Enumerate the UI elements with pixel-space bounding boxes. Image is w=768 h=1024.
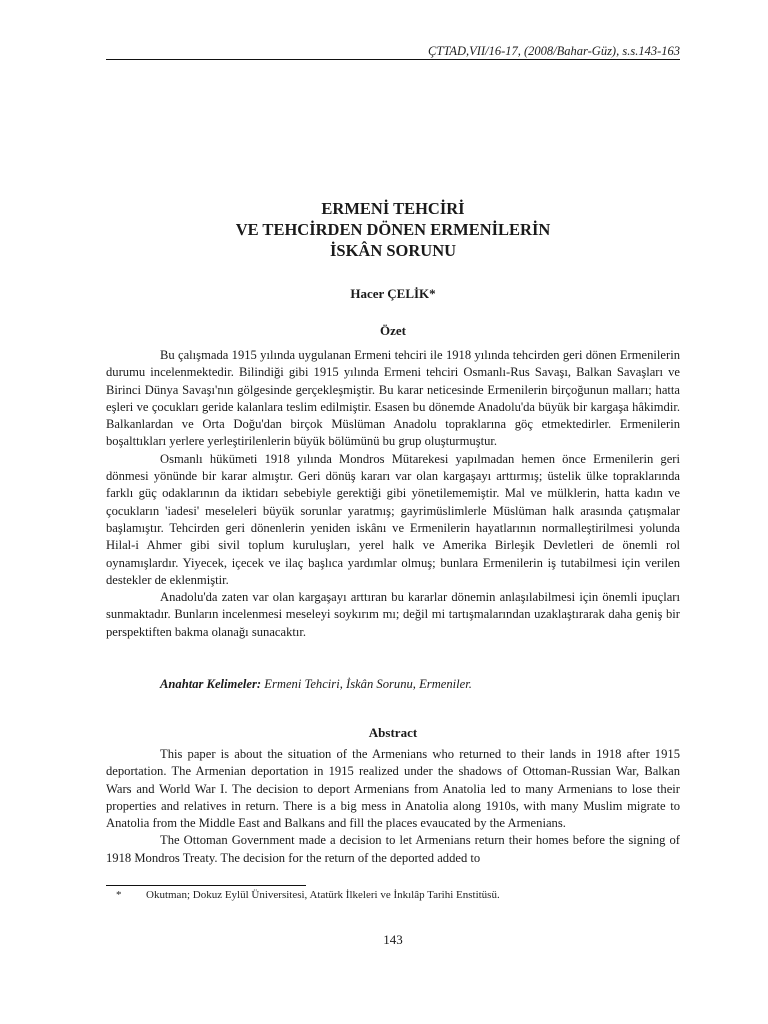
ozet-paragraph-3: Anadolu'da zaten var olan kargaşayı arttıran bu kararlar dönemin anlaşılabilmesi için önemli ipuçları sunmaktadır. Bunların incelenmesi meseleyi soykırım mı; değil mi tartışmalarından uzaklaştırarak daha geniş bir perspektiften bakma olanağı sunacaktır. [106,590,680,639]
keywords-label: Anahtar Kelimeler: [160,677,262,691]
footnote-text: Okutman; Dokuz Eylül Üniversitesi, Atatürk İlkeleri ve İnkılâp Tarihi Enstitüsü. [146,889,500,901]
title-line-2: VE TEHCİRDEN DÖNEN ERMENİLERİN [235,220,551,239]
header-rule [106,59,680,60]
ozet-paragraph-2: Osmanlı hükümeti 1918 yılında Mondros Mütarekesi yapılmadan hemen önce Ermenilerin geri dönmesi yönünde bir karar almıştır. Geri dönüş kararı var olan kargaşayı arttırmış; üstelik ülke topraklarında farklı güç odaklarının da iktidarı sebebiyle gerektiği gibi yönetilememiştir. Mal ve mülklerin, hatta kadın ve çocukların 'iadesi' meseleleri büyük sorunlar yaratmış; gayrimüslimlerle Müslüman halk arasında çatışmalar başlamıştır. Tehcirden geri dönenlerin yeniden iskânı ve Ermenilerin hayatlarının normalleştirilmesi yolunda Hilal-i Ahmer gibi sivil toplum kuruluşları, yerel halk ve Amerika Birleşik Devletleri de önemli rol oynamışlardır. Yiyecek, içecek ve ilaç başlıca yardımlar olmuş; bunlara Ermenilerin iş tutabilmesi için verilen destekler de eklenmiştir. [106,451,680,587]
keywords-line [106,677,680,692]
abstract-paragraph-2: The Ottoman Government made a decision to let Armenians return their homes before the signing of 1918 Mondros Treaty. The decision for the return of the deported added to [106,833,680,865]
article-title [106,198,680,261]
journal-reference: ÇTTAD,VII/16-17, (2008/Bahar-Güz), s.s.143-163 [428,44,680,58]
abstract-paragraph-1: This paper is about the situation of the Armenians who returned to their lands in 1918 after 1915 deportation. The Armenian deportation in 1915 realized under the shadows of Ottoman-Russian War, Balkan Wars and World War I. The decision to deport Armenians from Anatolia led to many Armenians to lose their properties and relatives in return. There is a big mess in Anatolia along 1910s, with many Muslim migrate to Anatolia from the Middle East and Balkans and fill the places evaucated by the Armenians. [106,747,680,831]
footnote-mark: * [116,889,122,901]
page-number: 143 [383,932,403,947]
keywords-text: Ermeni Tehciri, İskân Sorunu, Ermeniler. [261,677,472,691]
ozet-body [106,347,680,641]
abstract-body [106,746,680,867]
ozet-heading: Özet [380,323,406,338]
ozet-paragraph-1: Bu çalışmada 1915 yılında uygulanan Ermeni tehciri ile 1918 yılında tehcirden geri dönen Ermenilerin durumu incelenmektedir. Bilindiği gibi 1915 yılında Ermeni tehciri Osmanlı-Rus Savaşı, Balkan Savaşları ve Birinci Dünya Savaşı'nın gölgesinde gerçekleşmiştir. Bu karar neticesinde Ermenilerin birçoğunun malları; hatta eşleri ve çocukları geride kalanlara teslim edilmiştir. Esasen bu dönemde Anadolu'da büyük bir kargaşa hâkimdir. Balkanlardan ve Orta Doğu'dan birçok Müslüman Anadolu topraklarına göç etmektedirler. Ermenilerin boşalttıkları yerlere yerleştirilenlerin büyük bölümünü bu grup oluşturmuştur. [106,348,680,449]
title-line-1: ERMENİ TEHCİRİ [321,199,465,218]
title-line-3: İSKÂN SORUNU [329,241,457,260]
footnote-rule [106,885,306,886]
author-name: Hacer ÇELİK* [350,286,436,301]
footnote [116,889,500,901]
abstract-heading: Abstract [368,725,418,740]
